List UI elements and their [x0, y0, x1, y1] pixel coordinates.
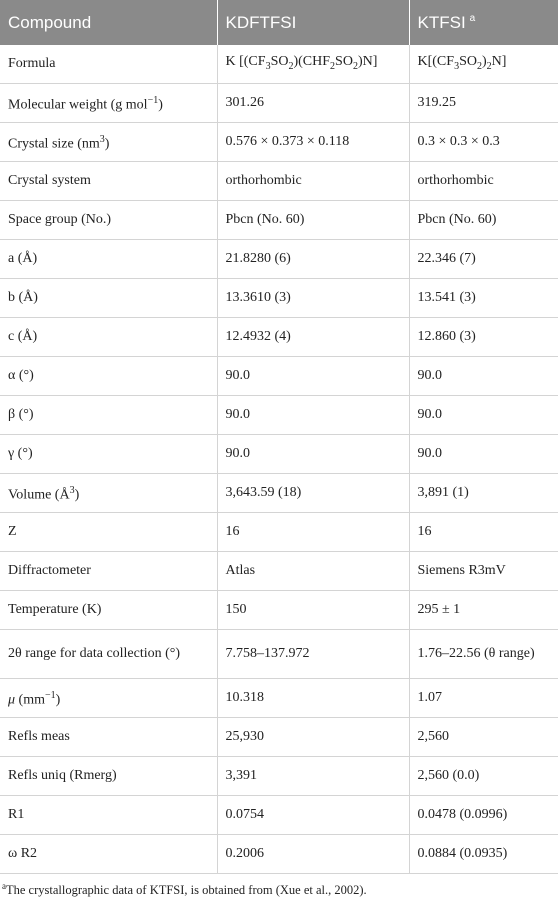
row-label: ω R2	[0, 835, 217, 874]
table-row	[0, 84, 558, 123]
table-row	[0, 757, 558, 796]
table-row	[0, 552, 558, 591]
row-label: μ $(mm^{-1})$	[0, 679, 217, 718]
footnote-mark: a	[2, 881, 6, 891]
value-kdftfsi: 90.0	[217, 357, 409, 396]
value-kdftfsi: 3,391	[217, 757, 409, 796]
value-kdftfsi: 7.758–137.972	[217, 630, 409, 679]
row-label: α (°)	[0, 357, 217, 396]
table-row	[0, 718, 558, 757]
table-row	[0, 201, 558, 240]
table-footnote	[0, 874, 558, 898]
row-label: Volume $(Å^3)$	[0, 474, 217, 513]
table-row	[0, 474, 558, 513]
table-row	[0, 630, 558, 679]
row-label: Crystal size $(nm^3)$	[0, 123, 217, 162]
table-row	[0, 513, 558, 552]
value-kdftfsi: orthorhombic	[217, 162, 409, 201]
header-compound: Compound	[0, 0, 217, 45]
row-label: Diffractometer	[0, 552, 217, 591]
value-ktfsi: 22.346 (7)	[409, 240, 558, 279]
value-ktfsi: Siemens R3mV	[409, 552, 558, 591]
row-label: c (Å)	[0, 318, 217, 357]
row-label: Molecular weight (g mol$^{-1}$)	[0, 84, 217, 123]
table-header-row	[0, 0, 558, 45]
value-kdftfsi: 0.0754	[217, 796, 409, 835]
row-label: Space group (No.)	[0, 201, 217, 240]
footnote-text: The crystallographic data of KTFSI, is obtained from (Xue et al., 2002).	[6, 883, 367, 898]
row-label: Z	[0, 513, 217, 552]
value-ktfsi: 0.0884 (0.0935)	[409, 835, 558, 874]
row-label: Formula	[0, 45, 217, 84]
value-kdftfsi: 90.0	[217, 396, 409, 435]
table-row	[0, 45, 558, 84]
value-kdftfsi: 150	[217, 591, 409, 630]
table-row	[0, 796, 558, 835]
table-row	[0, 318, 558, 357]
table-row	[0, 357, 558, 396]
value-kdftfsi: 10.318	[217, 679, 409, 718]
table-row	[0, 162, 558, 201]
value-kdftfsi: 0.2006	[217, 835, 409, 874]
table-row	[0, 591, 558, 630]
row-label: b (Å)	[0, 279, 217, 318]
footnote-marker: a	[469, 12, 476, 24]
table-row	[0, 835, 558, 874]
row-label: a (Å)	[0, 240, 217, 279]
value-kdftfsi: Atlas	[217, 552, 409, 591]
row-label: 2θ range for data collection (°)	[0, 630, 217, 679]
value-ktfsi: 2,560 (0.0)	[409, 757, 558, 796]
table-row	[0, 123, 558, 162]
value-kdftfsi: 301.26	[217, 84, 409, 123]
value-ktfsi: orthorhombic	[409, 162, 558, 201]
value-ktfsi: 90.0	[409, 357, 558, 396]
row-label: γ (°)	[0, 435, 217, 474]
row-label: Refls meas	[0, 718, 217, 757]
formula-kdftfsi: K $[(CF_3SO_2)(CHF_2SO_2)N]$	[217, 45, 409, 84]
value-ktfsi: 319.25	[409, 84, 558, 123]
header-kdftfsi: KDFTFSI	[217, 0, 409, 45]
row-label: Crystal system	[0, 162, 217, 201]
value-ktfsi: Pbcn (No. 60)	[409, 201, 558, 240]
value-ktfsi: 12.860 (3)	[409, 318, 558, 357]
value-ktfsi: 16	[409, 513, 558, 552]
table-row	[0, 240, 558, 279]
value-kdftfsi: 0.576 × 0.373 × 0.118	[217, 123, 409, 162]
row-label: Refls uniq (Rmerg)	[0, 757, 217, 796]
value-ktfsi: 295 ± 1	[409, 591, 558, 630]
value-ktfsi: 3,891 (1)	[409, 474, 558, 513]
value-kdftfsi: 16	[217, 513, 409, 552]
value-ktfsi: 90.0	[409, 435, 558, 474]
table-row	[0, 679, 558, 718]
header-ktfsi: KTFSI $^a$	[409, 0, 558, 45]
value-ktfsi: 90.0	[409, 396, 558, 435]
value-ktfsi: 0.0478 (0.0996)	[409, 796, 558, 835]
table-row	[0, 279, 558, 318]
table-row	[0, 435, 558, 474]
value-ktfsi: 0.3 × 0.3 × 0.3	[409, 123, 558, 162]
value-ktfsi: 1.07	[409, 679, 558, 718]
value-kdftfsi: 90.0	[217, 435, 409, 474]
row-label: Temperature (K)	[0, 591, 217, 630]
value-kdftfsi: 25,930	[217, 718, 409, 757]
value-kdftfsi: 3,643.59 (18)	[217, 474, 409, 513]
table-row	[0, 396, 558, 435]
value-kdftfsi: Pbcn (No. 60)	[217, 201, 409, 240]
value-ktfsi: 2,560	[409, 718, 558, 757]
row-label: R1	[0, 796, 217, 835]
row-label: β (°)	[0, 396, 217, 435]
value-kdftfsi: 21.8280 (6)	[217, 240, 409, 279]
value-ktfsi: 1.76–22.56 (θ range)	[409, 630, 558, 679]
formula-ktfsi: $K[(CF_3SO_2)_2N]$	[409, 45, 558, 84]
value-ktfsi: 13.541 (3)	[409, 279, 558, 318]
value-kdftfsi: 13.3610 (3)	[217, 279, 409, 318]
value-kdftfsi: 12.4932 (4)	[217, 318, 409, 357]
